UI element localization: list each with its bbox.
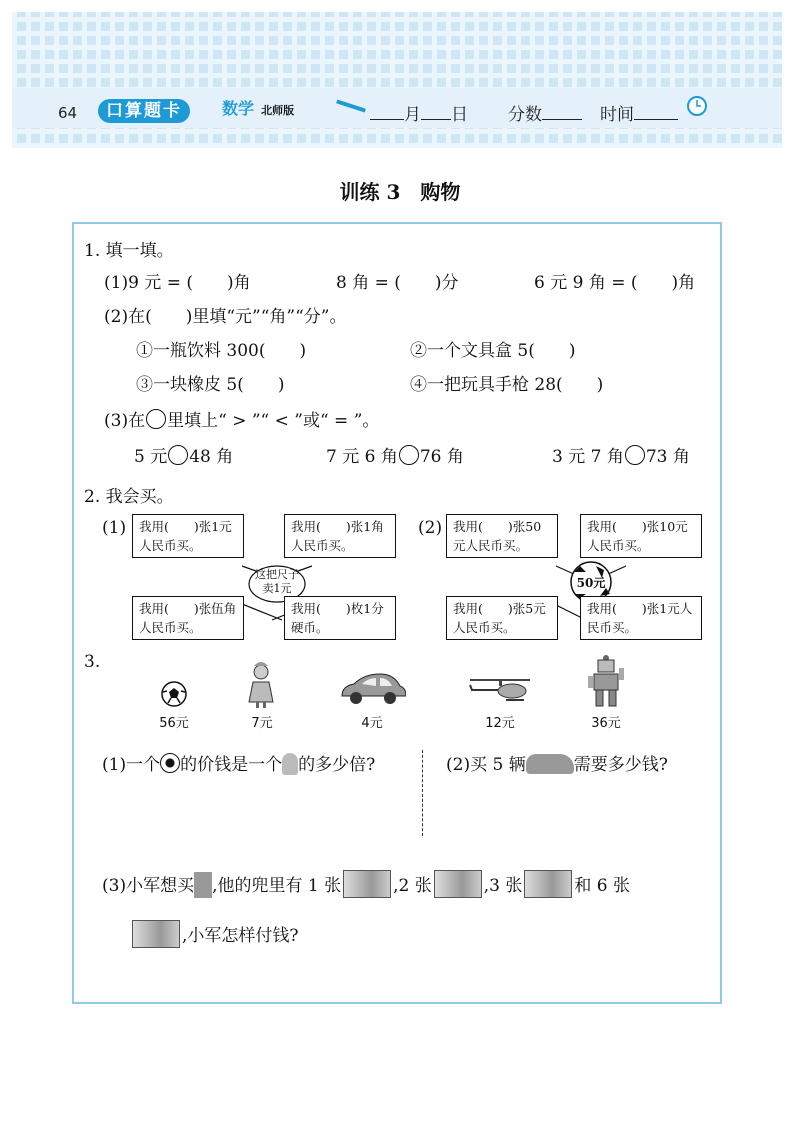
q3-s3: (3)小军想买 ,他的兜里有 1 张 ,2 张 ,3 张 和 6 张: [102, 870, 630, 898]
q1-p2-item: ②一个文具盒 5( ): [410, 341, 576, 361]
q2-part2-box: 我用( )张1元人民币买。: [580, 596, 702, 640]
q1-title: 1. 填一填。: [84, 241, 174, 261]
doll-icon: [282, 753, 298, 775]
divider-line: [422, 750, 423, 836]
robot-icon: [194, 872, 212, 898]
price-label: 12元: [485, 716, 515, 731]
q2-part2-box: 我用( )张50元人民币买。: [446, 514, 558, 558]
day-label: 日: [451, 105, 468, 125]
soccer-ball-icon: [160, 680, 188, 708]
q1-p2-prompt: (2)在( )里填“元”“角”“分”。: [104, 307, 347, 327]
q2-part1-box: 我用( )张1元人民币买。: [132, 514, 244, 558]
brand-text: 口算题卡: [98, 99, 190, 123]
month-label: 月: [404, 105, 421, 125]
banknote-icon: [524, 870, 572, 898]
banknote-icon: [132, 920, 180, 948]
subject-badge: [222, 96, 294, 119]
exercise-box: [72, 222, 722, 1004]
toy-car-icon: [526, 754, 574, 774]
q2-part2-number: (2): [418, 518, 443, 538]
time-field: [600, 100, 678, 125]
toy-helicopter-icon: [466, 676, 536, 704]
score-field: [508, 100, 582, 125]
q3-s1: (1)一个 的价钱是一个 的多少倍?: [102, 755, 376, 775]
circle-blank-icon[interactable]: [625, 445, 645, 465]
q1-p2-item: ①一瓶饮料 300( ): [136, 341, 307, 361]
banknote-icon: [343, 870, 391, 898]
subject-text: 数学: [222, 99, 255, 118]
price-label: 7元: [251, 716, 273, 731]
q1-p2-item: ④一把玩具手枪 28( ): [410, 375, 604, 395]
doll-icon: [244, 660, 278, 710]
date-fields: [370, 100, 468, 125]
q1-p3-item: 5 元 48 角: [134, 447, 234, 467]
banknote-icon: [434, 870, 482, 898]
q3-s3-cont: ,小军怎样付钱?: [130, 920, 299, 948]
q1-p1-c: 6 元 9 角 = ( )角: [534, 273, 696, 293]
circle-blank-icon[interactable]: [399, 445, 419, 465]
q2-part1-box: 我用( )张1角人民币买。: [284, 514, 396, 558]
price-label: 4元: [361, 716, 383, 731]
edition-text: 北师版: [261, 104, 295, 117]
ball-price-label: 50元: [576, 576, 606, 590]
q2-title: 2. 我会买。: [84, 487, 174, 507]
lesson-title: 训练 3 购物: [339, 180, 461, 204]
toy-car-icon: [338, 670, 406, 706]
q2-part1-number: (1): [102, 518, 127, 538]
q1-p3-item: 7 元 6 角 76 角: [326, 447, 464, 467]
time-label: 时间: [600, 105, 634, 125]
q2-part1-box: 我用( )张伍角人民币买。: [132, 596, 244, 640]
page-number: 64: [58, 104, 78, 122]
q1-p2-item: ③一块橡皮 5( ): [136, 375, 285, 395]
price-label: 36元: [591, 716, 621, 731]
circle-blank-icon: [146, 409, 166, 429]
ruler-price-label: 这把尺子卖1元: [255, 568, 299, 595]
q1-p1-a: (1)9 元 = ( )角: [104, 273, 251, 293]
soccer-ball-icon: [160, 753, 180, 773]
q1-p1-b: 8 角 = ( )分: [336, 273, 459, 293]
circle-blank-icon[interactable]: [168, 445, 188, 465]
score-label: 分数: [508, 105, 542, 125]
q1-p3-prompt: (3)在 里填上“ > ”“ < ”或“ = ”。: [104, 411, 380, 431]
q2-part2-box: 我用( )张10元人民币买。: [580, 514, 702, 558]
price-label: 56元: [159, 716, 189, 731]
q1-p3-item: 3 元 7 角 73 角: [552, 447, 690, 467]
brand-logo: [98, 96, 190, 121]
q2-part2-box: 我用( )张5元人民币买。: [446, 596, 558, 640]
robot-icon: [586, 654, 626, 710]
clock-icon: [686, 95, 708, 117]
q3-s2: (2)买 5 辆 需要多少钱?: [446, 755, 668, 775]
q2-part1-box: 我用( )枚1分硬币。: [284, 596, 396, 640]
q3-title: 3.: [84, 652, 101, 672]
